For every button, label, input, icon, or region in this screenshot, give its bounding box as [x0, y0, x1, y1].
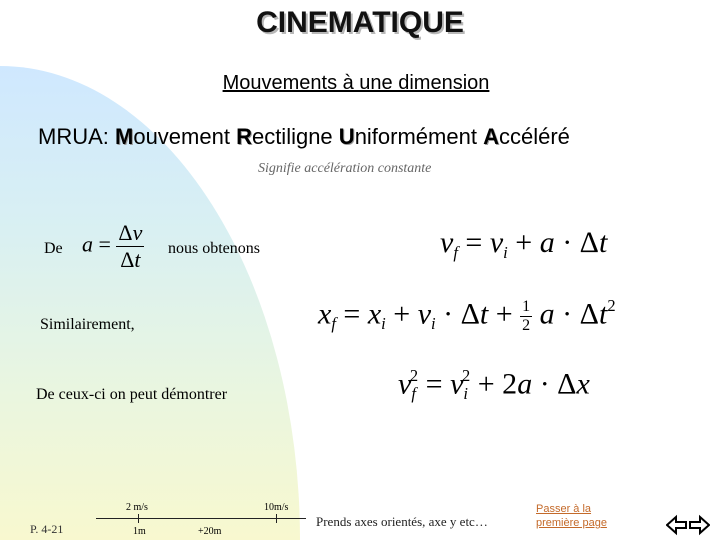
arrow-left-icon[interactable] — [667, 517, 686, 533]
position-equation: $x_f = x_i + v_i \cdot \Delta t$ + $\frac{1}{2}$ $a \cdot \Delta t^2$ — [318, 296, 616, 334]
initial-u: U — [338, 124, 355, 149]
ruler-speed-label-2: 10m/s — [264, 502, 289, 513]
initial-r: R — [236, 124, 252, 149]
nav-arrows — [666, 514, 710, 536]
subtitle-text: Mouvements à une dimension — [222, 72, 490, 94]
first-page-link[interactable]: Passer à la première page — [536, 503, 607, 529]
ruler-speed-label-1: 2 m/s — [126, 502, 148, 513]
arrow-right-icon[interactable] — [690, 517, 709, 533]
slide-title: CINEMATIQUE — [256, 6, 464, 39]
ruler-tick-1 — [138, 514, 139, 523]
initial-a: A — [483, 124, 499, 149]
acceleration-formula: a = $\frac{\Delta v}{\Delta t}$ — [82, 220, 143, 272]
slide-subtitle — [0, 72, 712, 95]
obtenons-label: nous obtenons — [168, 240, 260, 257]
demontrer-label: De ceux-ci on peut démontrer — [36, 386, 228, 403]
mrua-prefix: MRUA: — [38, 124, 115, 149]
nav-arrows-svg — [666, 514, 710, 536]
axes-note: Prends axes orientés, axe y etc… — [316, 514, 488, 529]
mrua-definition — [38, 124, 570, 150]
word-rectiligne: ectiligne — [251, 124, 339, 149]
ruler-pos-label-2: +20m — [198, 526, 222, 537]
ruler-axis-line — [96, 518, 306, 519]
meaning-note: Signifie accélération constante — [258, 161, 432, 176]
similairement-label: Similairement, — [40, 316, 135, 333]
ruler-tick-2 — [276, 514, 277, 523]
word-accelere: ccéléré — [498, 124, 570, 149]
de-label: De — [44, 240, 63, 257]
velocity-squared-equation: $v_f^2 = v_i^2 + 2a \cdot \Delta x$ — [398, 366, 590, 404]
velocity-equation: $v_f = v_i + a \cdot \Delta t$ — [440, 226, 608, 262]
ruler-pos-label-1: 1m — [133, 526, 146, 537]
word-uniformement: niformément — [354, 124, 484, 149]
initial-m: M — [115, 124, 134, 149]
page-reference: P. 4-21 — [30, 522, 64, 536]
word-mouvement: ouvement — [133, 124, 237, 149]
